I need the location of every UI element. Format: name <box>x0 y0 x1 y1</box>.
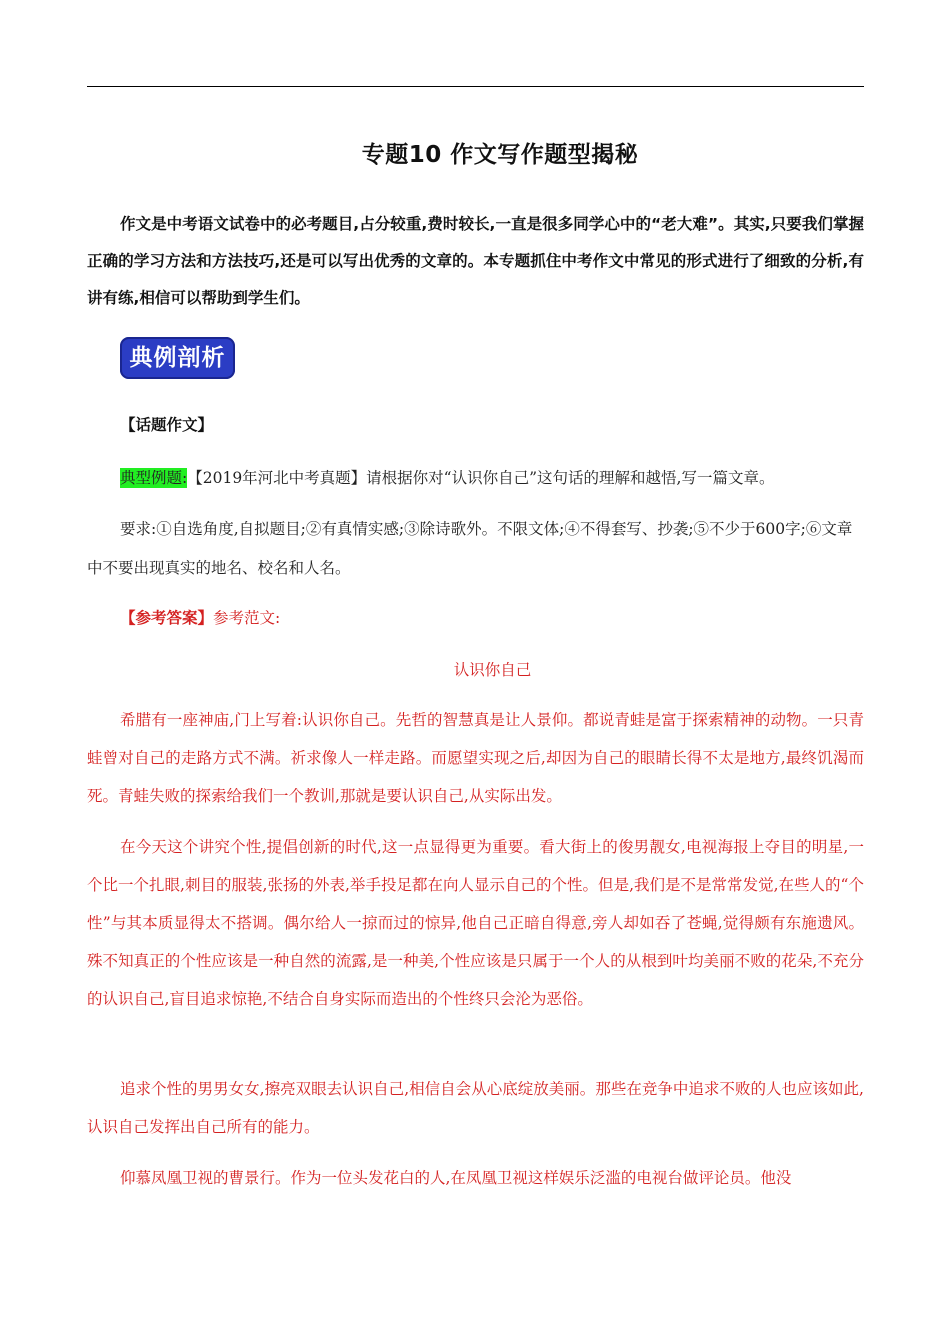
example-text: 【2019年河北中考真题】请根据你对“认识你自己”这句话的理解和越悟,写一篇文章。 <box>187 469 775 487</box>
section-label: 【话题作文】 <box>120 416 214 434</box>
requirements-text: 要求:①自选角度,自拟题目;②有真情实感;③除诗歌外。不限文体;④不得套写、抄袭;⑤不少于600字;⑥文章中不要出现真实的地名、校名和人名。 <box>87 520 853 577</box>
essay-paragraph: 仰慕凤凰卫视的曹景行。作为一位头发花白的人,在凤凰卫视这样娱乐泛滥的电视台做评论员。他没 <box>120 1169 792 1187</box>
essay-paragraph: 希腊有一座神庙,门上写着:认识你自己。先哲的智慧真是让人景仰。都说青蛙是富于探索精神的动物。一只青蛙曾对自己的走路方式不满。祈求像人一样走路。而愿望实现之后,却因为自己的眼睛长得不太是地方,最终饥渴而死。青蛙失败的探索给我们一个教训,那就是要认识自己,从实际出发。 <box>87 711 864 805</box>
intro-paragraph: 作文是中考语文试卷中的必考题目,占分较重,费时较长,一直是很多同学心中的“老大难”。其实,只要我们掌握正确的学习方法和方法技巧,还是可以写出优秀的文章的。本专题抓住中考作文中常见的形式进行了细致的分析,有讲有练,相信可以帮助到学生们。 <box>87 215 864 307</box>
answer-label: 【参考答案】 <box>120 609 214 627</box>
essay-paragraph: 在今天这个讲究个性,提倡创新的时代,这一点显得更为重要。看大街上的俊男靓女,电视海报上夺目的明星,一个比一个扎眼,刺目的服装,张扬的外表,举手投足都在向人显示自己的个性。但是,我们是不是常常发觉,在些人的“个性”与其本质显得太不搭调。偶尔给人一掠而过的惊异,他自己正暗自得意,旁人却如吞了苍蝇,觉得颇有东施遗风。殊不知真正的个性应该是一种自然的流露,是一种美,个性应该是只属于一个人的从根到叶均美丽不败的花朵,不充分的认识自己,盲目追求惊艳,不结合自身实际而造出的个性终只会沦为恶俗。 <box>87 838 864 1008</box>
answer-heading <box>120 606 280 628</box>
section-badge: 典例剖析 <box>120 337 235 379</box>
header-rule <box>87 86 864 87</box>
answer-text: 参考范文: <box>213 609 281 627</box>
essay-paragraph: 追求个性的男男女女,擦亮双眼去认识自己,相信自会从心底绽放美丽。那些在竞争中追求不败的人也应该如此,认识自己发挥出自己所有的能力。 <box>87 1080 864 1136</box>
example-tag: 典型例题: <box>120 469 188 487</box>
essay-title: 认识你自己 <box>453 661 532 679</box>
example-question <box>120 466 774 488</box>
page-title: 专题10 作文写作题型揭秘 <box>361 142 639 168</box>
